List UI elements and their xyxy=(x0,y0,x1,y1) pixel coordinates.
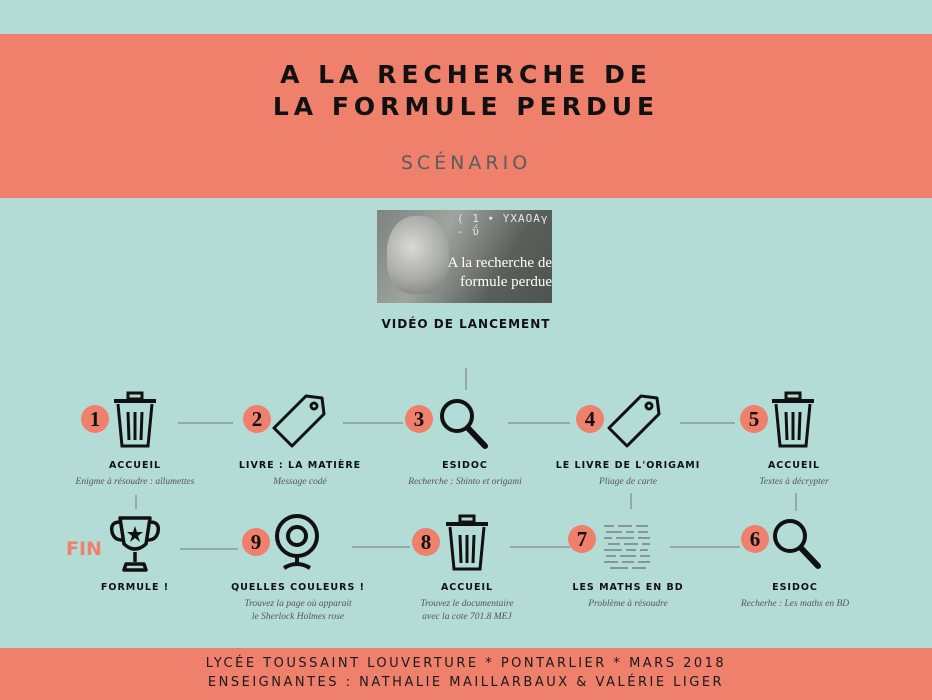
step-4-number: 4 xyxy=(576,405,604,433)
desc-line: le Sherlock Holmes rose xyxy=(251,612,345,622)
page-title-line-1: A LA RECHERCHE DE xyxy=(280,60,652,89)
connector xyxy=(180,548,238,550)
connector xyxy=(510,546,570,548)
desc-line: Recherche : Shinto et origami xyxy=(408,477,522,487)
video-caption-line-2: formule perdue xyxy=(459,274,552,290)
connector xyxy=(795,493,797,511)
tag-icon xyxy=(268,390,328,450)
step-7-number: 7 xyxy=(568,525,596,553)
page-title-line-2: LA FORMULE PERDUE xyxy=(272,92,660,121)
step-1-desc xyxy=(40,476,230,489)
step-5-number: 5 xyxy=(740,405,768,433)
trash-can-icon xyxy=(766,390,820,450)
tag-icon xyxy=(603,390,663,450)
video-caption xyxy=(417,254,552,292)
trash-can-icon xyxy=(440,513,494,573)
step-5-desc xyxy=(699,476,889,489)
final-label: FORMULE ! xyxy=(100,582,170,593)
step-4-desc xyxy=(533,476,723,489)
desc-line: Trouvez le documentaire xyxy=(420,599,514,609)
step-9-number: 9 xyxy=(242,528,270,556)
step-1-number: 1 xyxy=(81,405,109,433)
connector xyxy=(178,422,233,424)
step-2-label: LIVRE : LA MATIÈRE xyxy=(238,460,362,471)
desc-line: Enigme à résoudre : allumettes xyxy=(75,477,195,487)
connector xyxy=(352,546,410,548)
trophy-icon xyxy=(108,514,162,574)
video-label: VIDÉO DE LANCEMENT xyxy=(381,317,551,331)
step-3-desc xyxy=(370,476,560,489)
step-8-label: ACCUEIL xyxy=(440,582,494,593)
step-9-desc xyxy=(203,598,393,624)
step-8-number: 8 xyxy=(412,528,440,556)
connector xyxy=(465,368,467,390)
step-2-desc xyxy=(205,476,395,489)
desc-line: Problème à résoudre xyxy=(588,599,668,609)
step-7-label: LES MATHS EN BD xyxy=(572,582,684,593)
connector xyxy=(670,546,740,548)
magnifier-icon xyxy=(770,512,824,572)
connector xyxy=(343,422,403,424)
step-9-label: QUELLES COULEURS ! xyxy=(231,582,365,593)
fin-label: FIN xyxy=(66,538,102,560)
connector xyxy=(630,493,632,509)
desc-line: avec la cote 701.8 MEJ xyxy=(422,612,512,622)
magnifier-icon xyxy=(437,392,491,452)
step-3-label: ESIDOC xyxy=(442,460,488,471)
desc-line: Textes à décrypter xyxy=(759,477,829,487)
connector xyxy=(508,422,570,424)
connector xyxy=(135,495,137,509)
video-thumbnail[interactable] xyxy=(377,210,552,303)
step-2-number: 2 xyxy=(243,405,271,433)
step-5-label: ACCUEIL xyxy=(767,460,821,471)
footer-line-1: LYCÉE TOUSSAINT LOUVERTURE * PONTARLIER * MARS 2018 xyxy=(205,656,727,671)
step-4-label: LE LIVRE DE L'ORIGAMI xyxy=(555,460,701,471)
step-6-number: 6 xyxy=(741,525,769,553)
connector xyxy=(680,422,735,424)
step-1-label: ACCUEIL xyxy=(108,460,162,471)
step-6-label: ESIDOC xyxy=(772,582,818,593)
desc-line: Message codé xyxy=(273,477,327,487)
desc-line: Trouvez la page où apparait xyxy=(244,599,352,609)
step-3-number: 3 xyxy=(405,405,433,433)
page-subtitle: SCÉNARIO xyxy=(400,152,532,174)
step-8-desc xyxy=(372,598,562,624)
desc-line: Pliage de carte xyxy=(598,477,658,487)
footer-line-2: ENSEIGNANTES : NATHALIE MAILLARBAUX & VALÉRIE LIGER xyxy=(207,675,725,690)
blackboard-text: ( 1 ∙ ΥΧΑΟΑγ - ΰ xyxy=(457,212,549,238)
video-caption-line-1: A la recherche de xyxy=(447,255,552,271)
desc-line: Recherhe : Les maths en BD xyxy=(740,599,850,609)
math-sheet-icon xyxy=(600,518,654,578)
trash-can-icon xyxy=(108,390,162,450)
step-6-desc xyxy=(700,598,890,611)
globe-lamp-icon xyxy=(270,512,324,572)
